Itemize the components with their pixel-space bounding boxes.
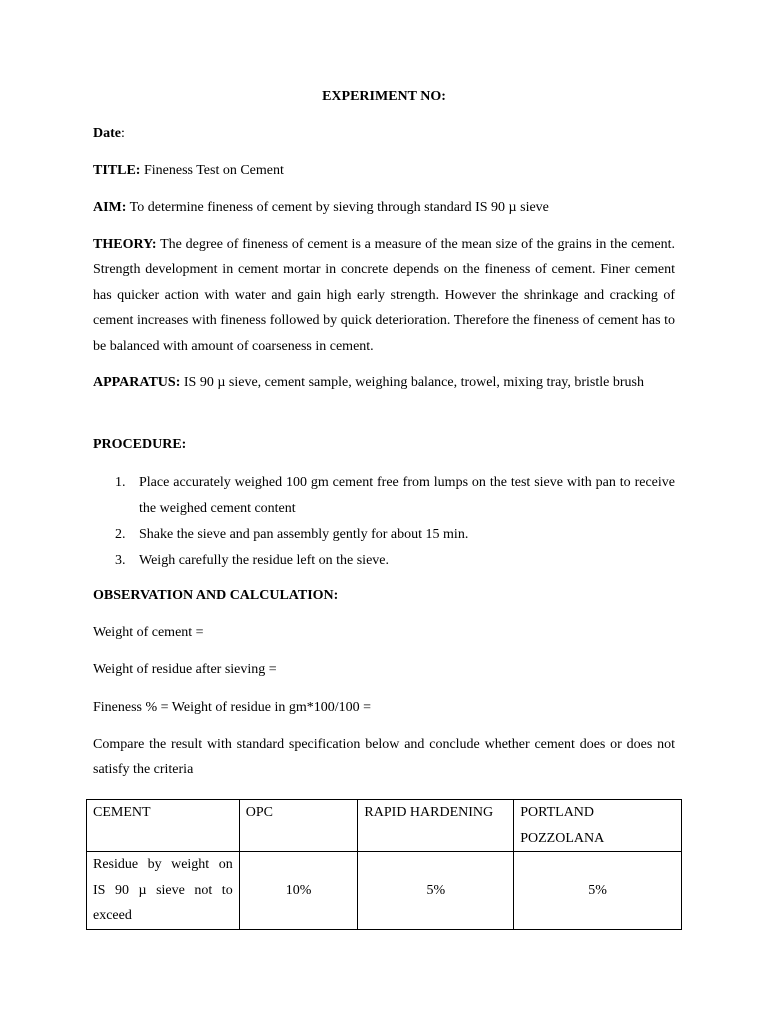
- date-line: [93, 121, 675, 146]
- title-label: TITLE:: [93, 163, 141, 178]
- weight-residue-line: Weight of residue after sieving =: [93, 662, 277, 677]
- procedure-label: PROCEDURE:: [93, 437, 187, 452]
- theory-label: THEORY:: [93, 237, 157, 252]
- row-label-line: Residue by weight on: [93, 857, 233, 872]
- apparatus-paragraph: [93, 370, 675, 395]
- experiment-heading: EXPERIMENT NO:: [322, 89, 446, 104]
- step-number: 2.: [115, 527, 126, 542]
- step-number: 3.: [115, 553, 126, 568]
- header-rapid-hardening: RAPID HARDENING: [358, 800, 514, 852]
- step-number: 1.: [115, 475, 126, 490]
- procedure-step: [93, 470, 675, 522]
- procedure-step: [93, 548, 675, 574]
- row-label-line: exceed: [93, 908, 132, 923]
- fineness-formula-line: Fineness % = Weight of residue in gm*100/100 =: [93, 700, 372, 715]
- header-opc: OPC: [239, 800, 358, 852]
- apparatus-label: APPARATUS:: [93, 375, 181, 390]
- weight-cement-line: Weight of cement =: [93, 625, 204, 640]
- row-label-line: IS 90 µ sieve not to: [93, 882, 233, 898]
- row-label-residue: [87, 852, 240, 930]
- theory-paragraph: [93, 232, 675, 359]
- procedure-step: [93, 522, 675, 548]
- step-text: Shake the sieve and pan assembly gently for about 15 min.: [139, 527, 469, 542]
- procedure-list: [93, 470, 675, 574]
- theory-text: The degree of fineness of cement is a measure of the mean size of the grains in the cement. Strength development in cement mortar in concrete depends on the fineness of cement. Finer cement has quicker action with water and gain high early strength. However the shrinkage and cracking of cement increases with fineness followed by quick deterioration. Therefore the fineness of cement has to be balanced with amount of coarseness in cement.: [93, 237, 675, 354]
- compare-paragraph: Compare the result with standard specification below and conclude whether cement does or does not satisfy the criteria: [93, 737, 675, 778]
- aim-line: [93, 195, 675, 220]
- date-suffix: :: [121, 126, 125, 141]
- title-value: Fineness Test on Cement: [140, 163, 284, 178]
- step-text: Weigh carefully the residue left on the sieve.: [139, 553, 389, 568]
- specification-table: [86, 799, 682, 930]
- step-text: Place accurately weighed 100 gm cement free from lumps on the test sieve with pan to receive the weighed cement content: [139, 475, 675, 516]
- header-portland-pozzolana: PORTLAND POZZOLANA: [514, 800, 682, 852]
- value-rapid-hardening: 5%: [358, 852, 514, 930]
- table-row: [87, 852, 682, 930]
- observation-label: OBSERVATION AND CALCULATION:: [93, 588, 339, 603]
- title-line: [93, 158, 675, 183]
- apparatus-text: IS 90 µ sieve, cement sample, weighing balance, trowel, mixing tray, bristle brush: [180, 375, 644, 390]
- header-cement: CEMENT: [87, 800, 240, 852]
- observation-heading: [93, 583, 675, 608]
- table-header-row: [87, 800, 682, 852]
- procedure-heading: [93, 432, 675, 457]
- aim-label: AIM:: [93, 200, 127, 215]
- aim-value: To determine fineness of cement by sieving through standard IS 90 µ sieve: [126, 200, 549, 215]
- date-label: Date: [93, 126, 121, 141]
- value-portland-pozzolana: 5%: [514, 852, 682, 930]
- value-opc: 10%: [239, 852, 358, 930]
